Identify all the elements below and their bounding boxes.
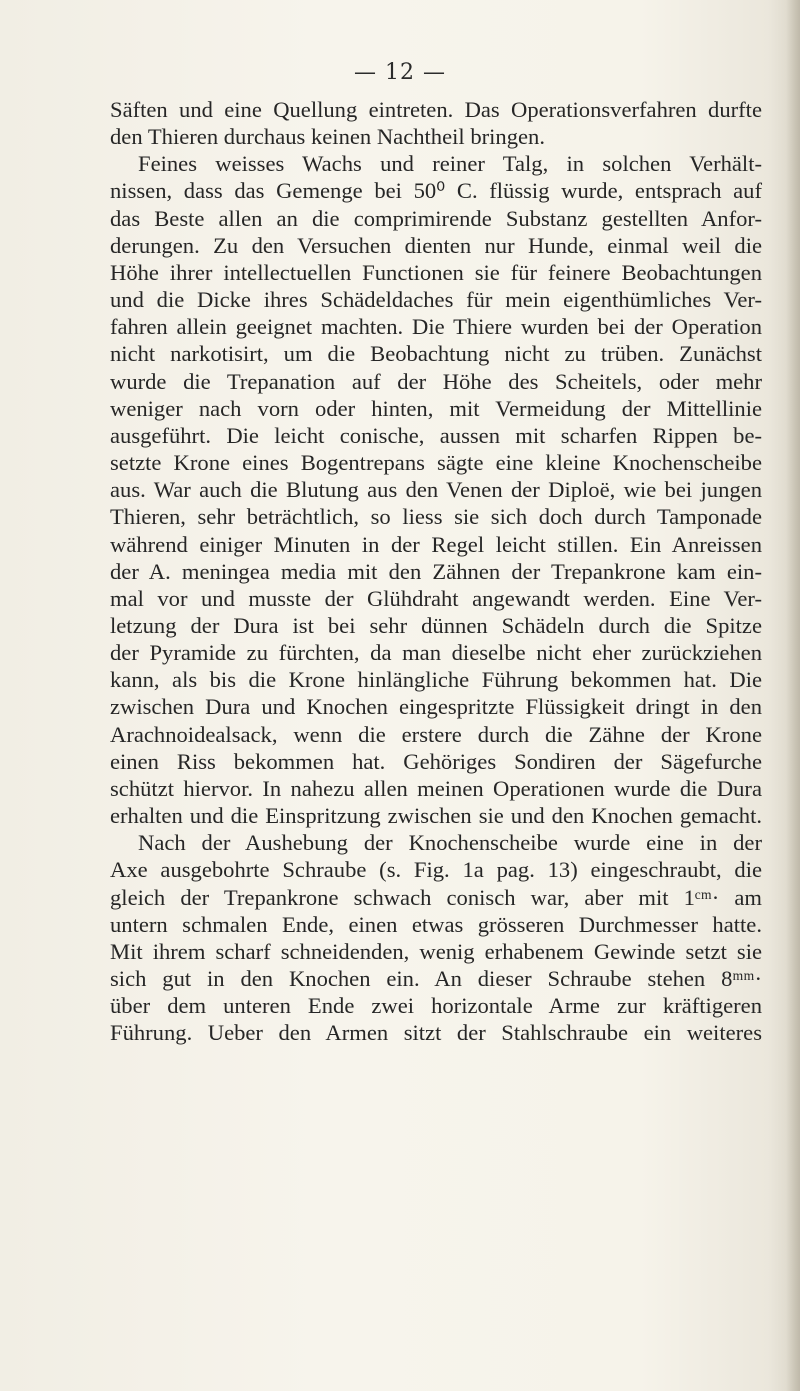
text-line: schützt hiervor. In nahezu allen meinen Operationen wurde die Dura: [110, 775, 762, 801]
text-line: und die Dicke ihres Schädeldaches für mein eigenthümliches Ver-: [110, 287, 762, 313]
text-line: einen Riss bekommen hat. Gehöriges Sondiren der Sägefurche: [110, 748, 762, 774]
text-line: kann, als bis die Krone hinlängliche Führung bekommen hat. Die: [110, 667, 762, 693]
text-line: derungen. Zu den Versuchen dienten nur Hunde, einmal weil die: [110, 232, 762, 258]
text-line: Höhe ihrer intellectuellen Functionen sie für feinere Beobachtungen: [110, 259, 762, 285]
text-line: nicht narkotisirt, um die Beobachtung nicht zu trüben. Zunächst: [110, 341, 762, 367]
text-line: mal vor und musste der Glühdraht angewandt werden. Eine Ver-: [110, 585, 762, 611]
text-line: aus. War auch die Blutung aus den Venen der Diploë, wie bei jungen: [110, 477, 762, 503]
text-line: sich gut in den Knochen ein. An dieser Schraube stehen 8ᵐᵐ·: [110, 966, 762, 991]
text-line: letzung der Dura ist bei sehr dünnen Schädeln durch die Spitze: [110, 612, 762, 638]
text-line: der Pyramide zu fürchten, da man dieselbe nicht eher zurückziehen: [110, 640, 762, 666]
text-line: das Beste allen an die comprimirende Substanz gestellten Anfor-: [110, 205, 762, 231]
text-line: während einiger Minuten in der Regel leicht stillen. Ein Anreissen: [110, 531, 762, 557]
text-line: Mit ihrem scharf schneidenden, wenig erhabenem Gewinde setzt sie: [110, 938, 762, 964]
page-number: — 12 —: [354, 60, 446, 85]
text-line: fahren allein geeignet machten. Die Thiere wurden bei der Operation: [110, 314, 762, 340]
text-line: wurde die Trepanation auf der Höhe des Scheitels, oder mehr: [110, 368, 762, 394]
text-line: den Thieren durchaus keinen Nachtheil bringen.: [110, 124, 545, 150]
text-line: nissen, dass das Gemenge bei 50⁰ C. flüssig wurde, entsprach auf: [110, 178, 762, 204]
text-line: untern schmalen Ende, einen etwas grösseren Durchmesser hatte.: [110, 911, 762, 937]
text-line: Führung. Ueber den Armen sitzt der Stahlschraube ein weiteres: [110, 1020, 762, 1046]
text-line: Säften und eine Quellung eintreten. Das Operationsverfahren durfte: [110, 97, 762, 122]
body-text: [110, 96, 762, 1046]
text-line: über dem unteren Ende zwei horizontale Arme zur kräftigeren: [110, 993, 762, 1019]
text-line: Thieren, sehr beträchtlich, so liess sie sich doch durch Tamponade: [110, 504, 762, 530]
text-line: gleich der Trepankrone schwach conisch war, aber mit 1ᶜᵐ· am: [110, 884, 762, 910]
text-line: Axe ausgebohrte Schraube (s. Fig. 1a pag. 13) eingeschraubt, die: [110, 857, 762, 883]
page-edge-shadow: [786, 0, 800, 1391]
text-line: ausgeführt. Die leicht conische, aussen mit scharfen Rippen be-: [110, 422, 762, 448]
text-line: Nach der Aushebung der Knochenscheibe wurde eine in der: [138, 830, 762, 856]
text-line: weniger nach vorn oder hinten, mit Vermeidung der Mittellinie: [110, 395, 762, 421]
text-line: Feines weisses Wachs und reiner Talg, in solchen Verhält-: [138, 151, 762, 177]
text-line: zwischen Dura und Knochen eingespritzte Flüssigkeit dringt in den: [110, 694, 762, 720]
text-line: erhalten und die Einspritzung zwischen sie und den Knochen gemacht.: [110, 803, 762, 829]
text-line: setzte Krone eines Bogentrepans sägte eine kleine Knochenscheibe: [110, 450, 762, 476]
text-line: Arachnoidealsack, wenn die erstere durch die Zähne der Krone: [110, 721, 762, 747]
text-line: der A. meningea media mit den Zähnen der Trepankrone kam ein-: [110, 558, 762, 584]
